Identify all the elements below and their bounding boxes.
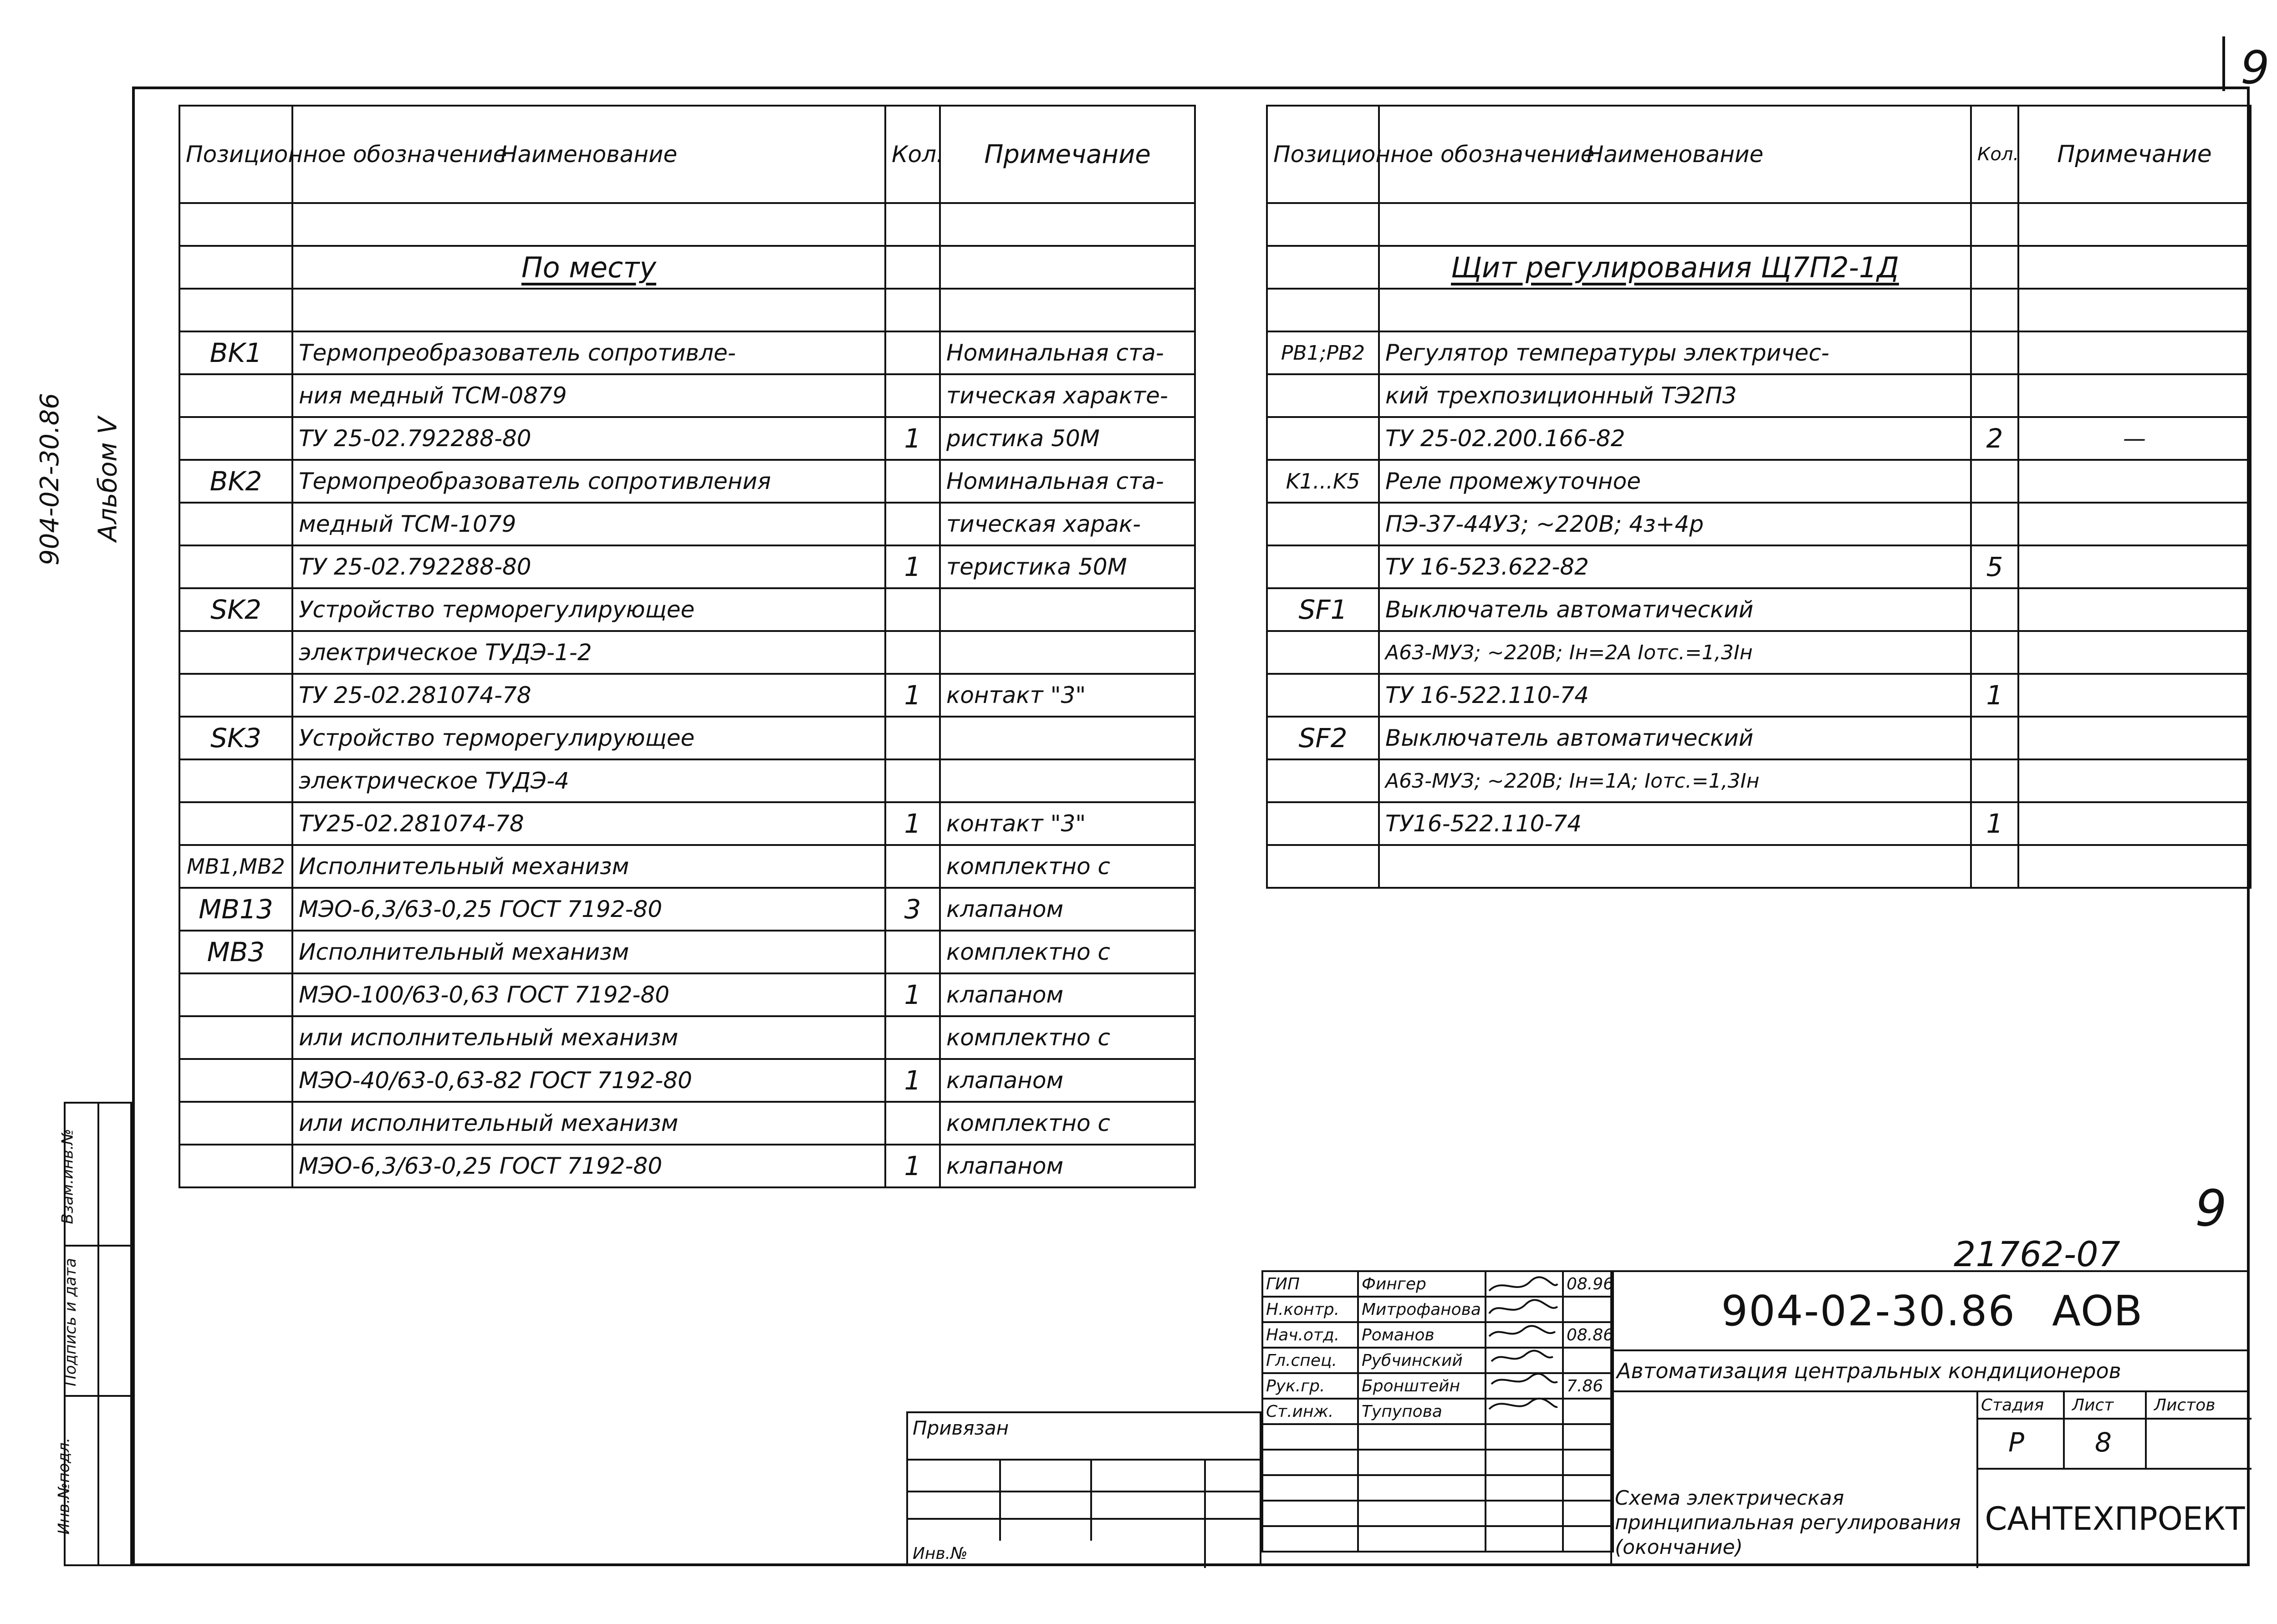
organization: САНТЕХПРОЕКТ xyxy=(1985,1500,2245,1537)
left-table-header xyxy=(179,106,1195,203)
stage-label: Стадия xyxy=(1981,1396,2044,1415)
table-row xyxy=(179,289,1195,331)
sheet-value: 8 xyxy=(2095,1427,2112,1458)
table-row: ТУ 25-02.792288-80 1 ристика 50М xyxy=(179,417,1195,460)
header-pos: Позиционное обозначение xyxy=(1267,106,1379,203)
header-name: Наименование xyxy=(1379,106,1971,203)
table-row: ТУ 25-02.792288-80 1 теристика 50М xyxy=(179,545,1195,588)
table-row: MB3 Исполнительный механизм комплектно с xyxy=(179,931,1195,973)
signature-row: Гл.спец. Рубчинский xyxy=(1262,1348,1613,1373)
signature-scribbles xyxy=(1485,1273,1562,1423)
section-row xyxy=(179,246,1195,289)
side-doc-code: 904-02-30.86 xyxy=(35,393,65,565)
signature-row xyxy=(1262,1526,1613,1552)
side-label-replace: Взам.инв.№ xyxy=(58,1129,77,1224)
side-album: Альбом V xyxy=(93,417,123,542)
signature-row xyxy=(1262,1424,1613,1450)
signature-1 xyxy=(1489,1277,1557,1291)
right-table-header xyxy=(1267,106,2251,203)
table-row: ПЭ-37-44У3; ~220В; 4з+4р xyxy=(1267,503,2251,545)
signature-row: ГИП Фингер 08.96 xyxy=(1262,1271,1613,1297)
header-note: Примечание xyxy=(940,106,1195,203)
table-row xyxy=(1267,845,2251,888)
table-row: K1...K5 Реле промежуточное xyxy=(1267,460,2251,503)
table-row: PB1;PB2 Регулятор температуры электричес- xyxy=(1267,331,2251,374)
signature-row: Нач.отд. Романов 08.86 xyxy=(1262,1322,1613,1348)
drawing-title: Схема электрическая принципиальная регулирования (окончание) xyxy=(1615,1487,1961,1559)
side-stamp-strip xyxy=(55,1102,132,1566)
table-row: ния медный ТСМ-0879 тическая характе- xyxy=(179,374,1195,417)
table-row: электрическое ТУДЭ-1-2 xyxy=(179,631,1195,674)
doc-code: 904-02-30.86 xyxy=(1721,1286,2016,1335)
left-spec-table xyxy=(179,105,1196,1188)
side-label-signature: Подпись и дата xyxy=(61,1258,80,1386)
signature-row xyxy=(1262,1501,1613,1526)
table-row: или исполнительный механизм комплектно с xyxy=(179,1016,1195,1059)
header-qty: Кол. xyxy=(885,106,940,203)
header-name: Наименование xyxy=(292,106,885,203)
table-row: МЭО-100/63-0,63 ГОСТ 7192-80 1 клапаном xyxy=(179,973,1195,1016)
table-row: ТУ 25-02.281074-78 1 контакт "3" xyxy=(179,674,1195,717)
table-row: MB1,MB2 Исполнительный механизм комплектно с xyxy=(179,845,1195,888)
signature-row: Рук.гр. Бронштейн 7.86 xyxy=(1262,1373,1613,1399)
sheet-corner-box xyxy=(2222,36,2225,91)
table-row: BK1 Термопреобразователь сопротивле- Номинальная ста- xyxy=(179,331,1195,374)
table-row: SF2 Выключатель автоматический xyxy=(1267,717,2251,759)
signature-4 xyxy=(1491,1351,1553,1361)
table-row: электрическое ТУДЭ-4 xyxy=(179,759,1195,802)
stage-value: Р xyxy=(2008,1427,2024,1458)
sheet-label: Лист xyxy=(2072,1396,2114,1415)
table-row: или исполнительный механизм комплектно с xyxy=(179,1102,1195,1145)
privyazan-block xyxy=(906,1411,1261,1566)
code-block xyxy=(1610,1270,2250,1566)
table-row xyxy=(1267,289,2251,331)
table-row: ТУ16-522.110-74 1 xyxy=(1267,802,2251,845)
table-row: МЭО-6,3/63-0,25 ГОСТ 7192-80 1 клапаном xyxy=(179,1145,1195,1187)
table-row: ТУ25-02.281074-78 1 контакт "3" xyxy=(179,802,1195,845)
table-row: ТУ 25-02.200.166-82 2 — xyxy=(1267,417,2251,460)
table-row: SK3 Устройство терморегулирующее xyxy=(179,717,1195,759)
section-title: Щит регулирования Щ7П2-1Д xyxy=(1379,246,1971,289)
signature-row xyxy=(1262,1475,1613,1501)
table-row: МЭО-40/63-0,63-82 ГОСТ 7192-80 1 клапаном xyxy=(179,1059,1195,1102)
signature-3 xyxy=(1489,1326,1555,1336)
table-row: ТУ 16-522.110-74 1 xyxy=(1267,674,2251,717)
inv-no-label: Инв.№ xyxy=(913,1544,968,1563)
signature-5 xyxy=(1491,1374,1557,1384)
table-row: А63-МУЗ; ~220В; Iн=1А; Iотс.=1,3Iн xyxy=(1267,759,2251,802)
table-row xyxy=(1267,203,2251,246)
section-title: По месту xyxy=(292,246,885,289)
signature-row: Ст.инж. Тупупова xyxy=(1262,1399,1613,1424)
side-label-podl: Инв.№подл. xyxy=(55,1437,73,1535)
right-spec-table xyxy=(1266,105,2251,889)
header-pos: Позиционное обозначение xyxy=(179,106,292,203)
table-row: медный ТСМ-1079 тическая харак- xyxy=(179,503,1195,545)
privyazan-label: Привязан xyxy=(913,1417,1009,1439)
handwritten-mark: 9 xyxy=(2195,1179,2227,1237)
table-row: ТУ 16-523.622-82 5 xyxy=(1267,545,2251,588)
signature-6 xyxy=(1489,1399,1557,1409)
table-row: кий трехпозиционный ТЭ2П3 xyxy=(1267,374,2251,417)
header-qty: Кол. xyxy=(1971,106,2018,203)
table-row: SK2 Устройство терморегулирующее xyxy=(179,588,1195,631)
table-row: А63-МУЗ; ~220В; Iн=2А Iотс.=1,3Iн xyxy=(1267,631,2251,674)
section-row xyxy=(1267,246,2251,289)
sheets-label: Листов xyxy=(2154,1396,2216,1415)
signature-2 xyxy=(1489,1300,1557,1313)
table-row: MB13 МЭО-6,3/63-0,25 ГОСТ 7192-80 3 клапаном xyxy=(179,888,1195,931)
signature-row xyxy=(1262,1450,1613,1475)
doc-mark: АОВ xyxy=(2052,1286,2143,1335)
table-row xyxy=(179,203,1195,246)
inventory-number: 21762-07 xyxy=(1954,1234,2120,1274)
project-title: Автоматизация центральных кондиционеров xyxy=(1617,1359,2121,1383)
table-row: BK2 Термопреобразователь сопротивления Номинальная ста- xyxy=(179,460,1195,503)
signature-row: Н.контр. Митрофанова xyxy=(1262,1297,1613,1322)
sheet-corner-number: 9 xyxy=(2241,41,2270,94)
header-note: Примечание xyxy=(2018,106,2251,203)
table-row: SF1 Выключатель автоматический xyxy=(1267,588,2251,631)
